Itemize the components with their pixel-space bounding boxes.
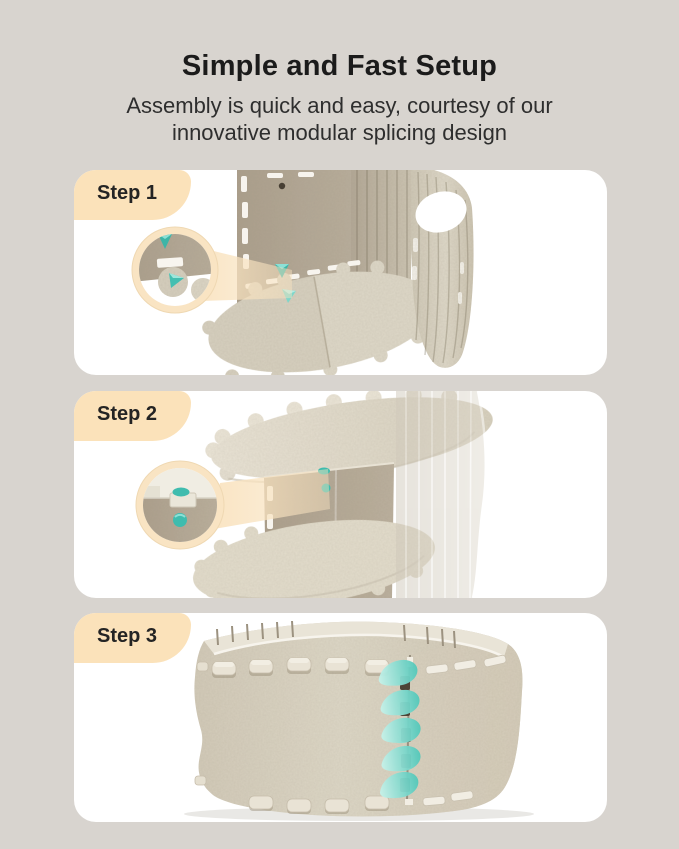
step-1-label: Step 1 <box>97 182 158 204</box>
step-1-badge <box>74 170 191 220</box>
page-title: Simple and Fast Setup <box>181 50 498 82</box>
header <box>0 49 679 146</box>
step-1-card <box>74 170 607 375</box>
subtitle-line-1: Assembly is quick and easy, courtesy of our <box>126 93 553 118</box>
magnifier-callout <box>136 461 224 549</box>
assembled-tub <box>194 622 522 817</box>
step-2-card <box>74 391 607 598</box>
ghost-wall-panel <box>396 391 486 598</box>
step-3-card <box>74 613 607 822</box>
page-subtitle <box>0 92 679 146</box>
step-3-badge <box>74 613 191 663</box>
step-2-label: Step 2 <box>97 403 158 425</box>
step-2-badge <box>74 391 191 441</box>
magnifier-callout <box>132 227 219 313</box>
wall-hole <box>279 183 285 189</box>
subtitle-line-2: innovative modular splicing design <box>171 120 508 145</box>
step-3-label: Step 3 <box>97 625 158 647</box>
